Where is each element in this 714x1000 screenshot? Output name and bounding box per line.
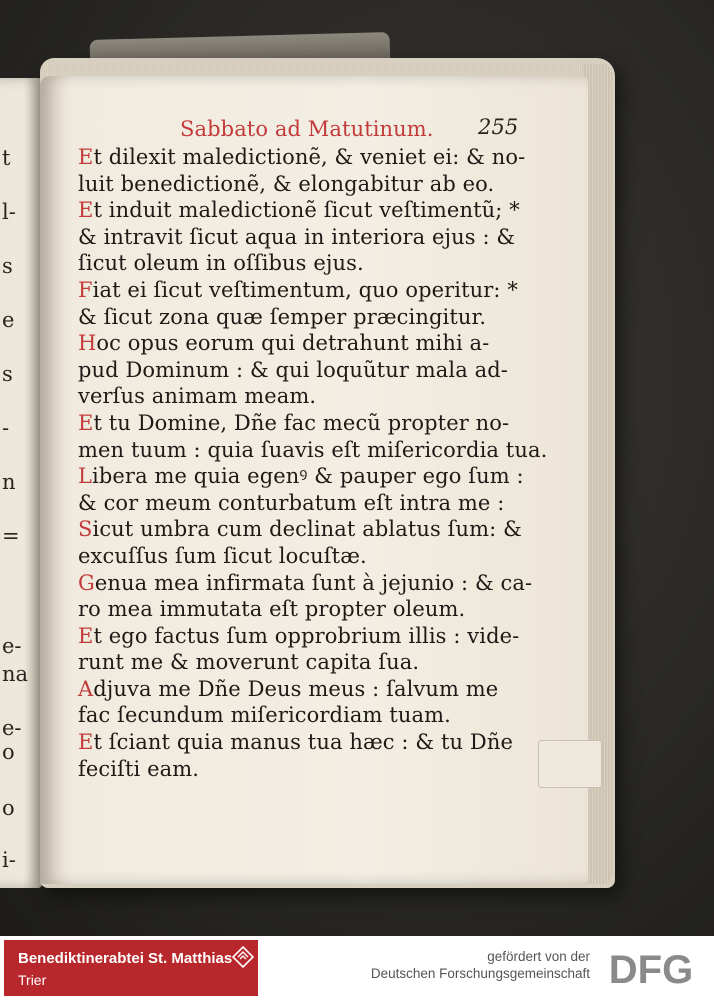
- verse-line: [78, 702, 528, 729]
- rubric-initial: L: [78, 464, 93, 489]
- verse-line: [78, 490, 528, 517]
- institution-city: Trier: [18, 972, 47, 988]
- abbey-emblem-icon: [232, 946, 254, 968]
- verse-text: fac ſecundum miſericordiam tuam.: [78, 703, 451, 728]
- verse-text: & cor meum conturbatum eſt intra me :: [78, 490, 505, 515]
- institution-name: Benediktinerabtei St. Matthias: [18, 950, 233, 967]
- verse-line: [78, 277, 528, 304]
- verse: [78, 410, 548, 463]
- verse-text: & intravit ſicut aqua in interiora ejus : &: [78, 224, 516, 249]
- rubric-initial: S: [78, 517, 93, 542]
- verse-line: [78, 516, 528, 543]
- fragment: e-: [2, 634, 22, 658]
- fragment: i-: [2, 848, 16, 872]
- institution-badge[interactable]: [4, 940, 258, 996]
- verse-line: [78, 144, 528, 171]
- verse-line: [78, 410, 528, 437]
- fragment: s: [2, 362, 13, 386]
- verse: [78, 623, 528, 676]
- verse-line: [78, 756, 528, 783]
- verse-text: t ego factus ſum opprobrium illis : vide-: [93, 623, 520, 648]
- verse: [78, 516, 528, 569]
- verse: [78, 463, 528, 516]
- verse-line: [78, 250, 528, 277]
- fragment: s: [2, 254, 13, 278]
- verse-line: [78, 304, 528, 331]
- verse-text: ibera me quia egenꝰ & pauper ego ſum :: [92, 464, 524, 489]
- verse-line: [78, 729, 528, 756]
- fragment: na: [2, 662, 29, 686]
- verse: [78, 277, 528, 330]
- verse-text: ro mea immutata eſt propter oleum.: [78, 597, 466, 622]
- verse: [78, 676, 528, 729]
- fragment: o: [2, 796, 15, 820]
- verse-text: pud Dominum : & qui loquũtur mala ad-: [78, 357, 508, 382]
- funder-line-1: gefördert von der: [487, 949, 590, 964]
- verse-text: djuva me Dñe Deus meus : ſalvum me: [93, 676, 499, 701]
- verse-line: [78, 570, 533, 597]
- previous-page-text-fragments: [0, 78, 42, 888]
- verse-line: [78, 543, 528, 570]
- verse-text: t dilexit maledictionẽ, & veniet ei: & no-: [93, 145, 526, 169]
- verse-text: oc opus eorum qui detrahunt mihi a-: [96, 331, 490, 356]
- verse-text: feciſti eam.: [78, 756, 200, 781]
- verse-line: [78, 383, 528, 410]
- rubric-initial: E: [78, 198, 94, 223]
- page-text: [78, 115, 548, 782]
- fragment: n: [2, 470, 16, 494]
- verse: [78, 330, 528, 410]
- verse-line: [78, 649, 528, 676]
- verse-line: [78, 463, 528, 490]
- fragment: =: [2, 524, 20, 548]
- fragment: t: [2, 146, 11, 170]
- fragment: e-: [2, 716, 22, 740]
- verse-text: t tu Domine, Dñe fac mecũ propter no-: [93, 410, 510, 435]
- rubric-initial: G: [78, 570, 95, 595]
- verse-line: [78, 623, 528, 650]
- rubric-initial: E: [78, 623, 94, 648]
- verse-text: & ſicut zona quæ ſemper præcingitur.: [78, 304, 487, 329]
- verse-line: [78, 357, 528, 384]
- verse-text: t ſciant quia manus tua hæc : & tu Dñe: [93, 730, 513, 755]
- verse-line: [78, 596, 528, 623]
- verse-line: [78, 171, 528, 198]
- verse-line: [78, 224, 528, 251]
- verse-text: verſus animam meam.: [78, 384, 317, 409]
- verse-text: excuſſus ſum ſicut locuſtæ.: [78, 543, 367, 568]
- footer-banner: [0, 936, 714, 1000]
- fragment: o: [2, 740, 15, 764]
- verse: [78, 197, 528, 277]
- verse-text: enua mea infirmata ſunt à jejunio : & ca-: [94, 570, 533, 595]
- verse-line: [78, 437, 548, 464]
- verse-text: t induit maledictionẽ ſicut veſtimentũ; *: [93, 198, 520, 223]
- rubric-initial: F: [78, 277, 93, 302]
- verse-line: [78, 330, 528, 357]
- verse: [78, 144, 528, 197]
- funder-note: [371, 948, 590, 982]
- paper-tab: [538, 740, 602, 788]
- verse-line: [78, 197, 528, 224]
- verse-text: icut umbra cum declinat ablatus ſum: &: [92, 517, 522, 542]
- dfg-logo[interactable]: [598, 946, 704, 990]
- rubric-initial: E: [78, 730, 94, 755]
- rubric-initial: E: [78, 410, 94, 435]
- funder-line-2: Deutschen Forschungsgemeinschaft: [370, 966, 590, 981]
- rubric-initial: A: [78, 676, 94, 701]
- verse-text: iat ei ſicut veſtimentum, quo operitur: *: [92, 277, 518, 302]
- running-header: [78, 116, 528, 144]
- verse-line: [78, 676, 528, 703]
- rubric-initial: H: [78, 331, 97, 356]
- verse-list: [78, 144, 548, 782]
- page-number: 255: [478, 115, 519, 139]
- verse-text: runt me & moverunt capita ſua.: [78, 650, 420, 675]
- fragment: -: [2, 416, 10, 440]
- fragment: e: [2, 308, 15, 332]
- fragment: l-: [2, 200, 16, 224]
- dfg-logo-text: DFG: [608, 948, 694, 990]
- previous-page-edge: [0, 78, 42, 888]
- verse: [78, 570, 533, 623]
- header-title: Sabbato ad Matutinum.: [180, 117, 434, 141]
- rubric-initial: E: [78, 145, 94, 169]
- verse-text: ſicut oleum in oſſibus ejus.: [78, 251, 364, 276]
- verse-text: luit benedictionẽ, & elongabitur ab eo.: [78, 171, 495, 196]
- verse: [78, 729, 528, 782]
- verse-text: men tuum : quia ſuavis eſt miſericordia tua.: [78, 437, 548, 462]
